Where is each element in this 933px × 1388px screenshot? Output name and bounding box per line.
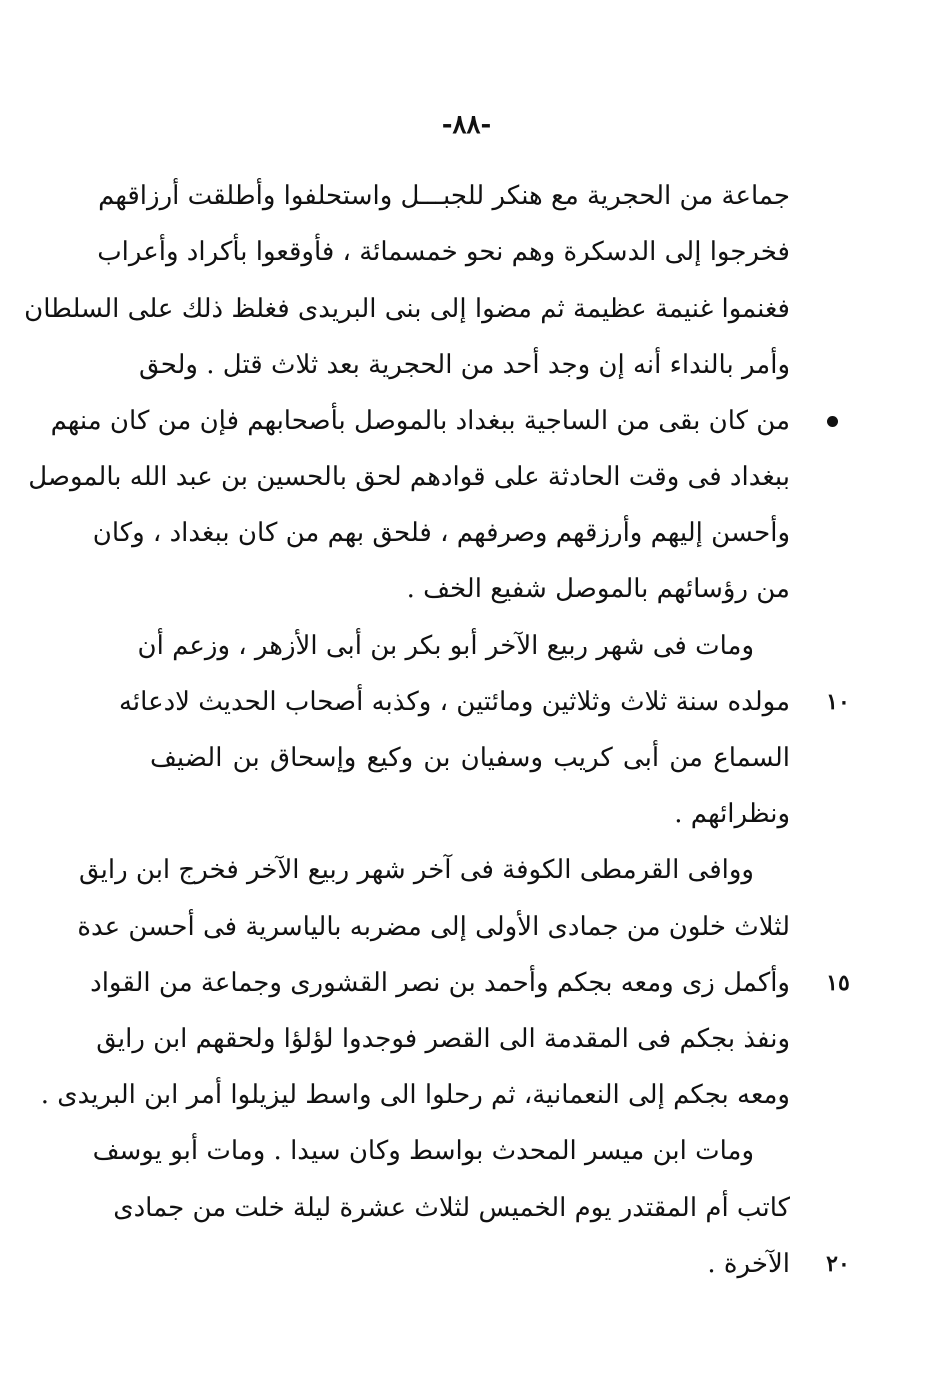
text-line-6: ببغداد فى وقت الحادثة على قوادهم لحق بالحسين بن عبد الله بالموصل	[28, 462, 790, 492]
line-marker-10: ١٠	[826, 689, 850, 715]
text-line-7: وأحسن إليهم وأرزقهم وصرفهم ، فلحق بهم من كان ببغداد ، وكان	[92, 518, 790, 548]
text-line-4: وأمر بالنداء أنه إن وجد أحد من الحجرية بعد ثلاث قتل . ولحق	[139, 350, 790, 380]
text-line-5: من كان بقى من الساجية ببغداد بالموصل بأصحابهم فإن من كان منهم	[50, 406, 790, 436]
text-line-15: وأكمل زى ومعه بجكم وأحمد بن نصر القشورى وجماعة من القواد	[90, 968, 790, 998]
text-line-2: فخرجوا إلى الدسكرة وهم نحو خمسمائة ، فأوقعوا بأكراد وأعراب	[97, 237, 790, 267]
text-line-8: من رؤسائهم بالموصل شفيع الخف .	[406, 574, 790, 604]
text-line-12: ونظرائهم .	[674, 799, 790, 829]
text-line-16: ونفذ بجكم فى المقدمة الى القصر فوجدوا لؤلؤا ولحقهم ابن رايق	[96, 1024, 790, 1054]
line-marker-20: ٢٠	[826, 1251, 850, 1277]
line-marker-15: ١٥	[826, 970, 850, 996]
text-line-17: ومعه بجكم إلى النعمانية، ثم رحلوا الى واسط ليزيلوا أمر ابن البريدى .	[40, 1080, 790, 1110]
text-line-9: ومات فى شهر ربيع الآخر أبو بكر بن أبى الأزهر ، وزعم أن	[137, 631, 754, 661]
text-line-18: ومات ابن ميسر المحدث بواسط وكان سيدا . ومات أبو يوسف	[92, 1136, 754, 1166]
text-line-1: جماعة من الحجرية مع هنكر للجبـــل واستحلفوا وأطلقت أرزاقهم	[98, 181, 790, 211]
text-line-14: لثلاث خلون من جمادى الأولى إلى مضربه بالياسرية فى أحسن عدة	[77, 912, 790, 942]
text-line-20: الآخرة .	[707, 1249, 790, 1279]
line-marker-5	[818, 393, 858, 449]
text-line-13: ووافى القرمطى الكوفة فى آخر شهر ربيع الآخر فخرج ابن رايق	[78, 855, 754, 885]
text-line-3: فغنموا غنيمة عظيمة ثم مضوا إلى بنى البريدى فغلظ ذلك على السلطان	[24, 294, 790, 324]
page-number: -٨٨-	[441, 110, 492, 140]
text-line-19: كاتب أم المقتدر يوم الخميس لثلاث عشرة ليلة خلت من جمادى	[113, 1193, 790, 1223]
text-line-10: مولده سنة ثلاث وثلاثين ومائتين ، وكذبه أصحاب الحديث لادعائه	[118, 687, 790, 717]
text-line-11: السماع من أبى كريب وسفيان بن وكيع وإسحاق بن الضيف	[150, 743, 790, 773]
